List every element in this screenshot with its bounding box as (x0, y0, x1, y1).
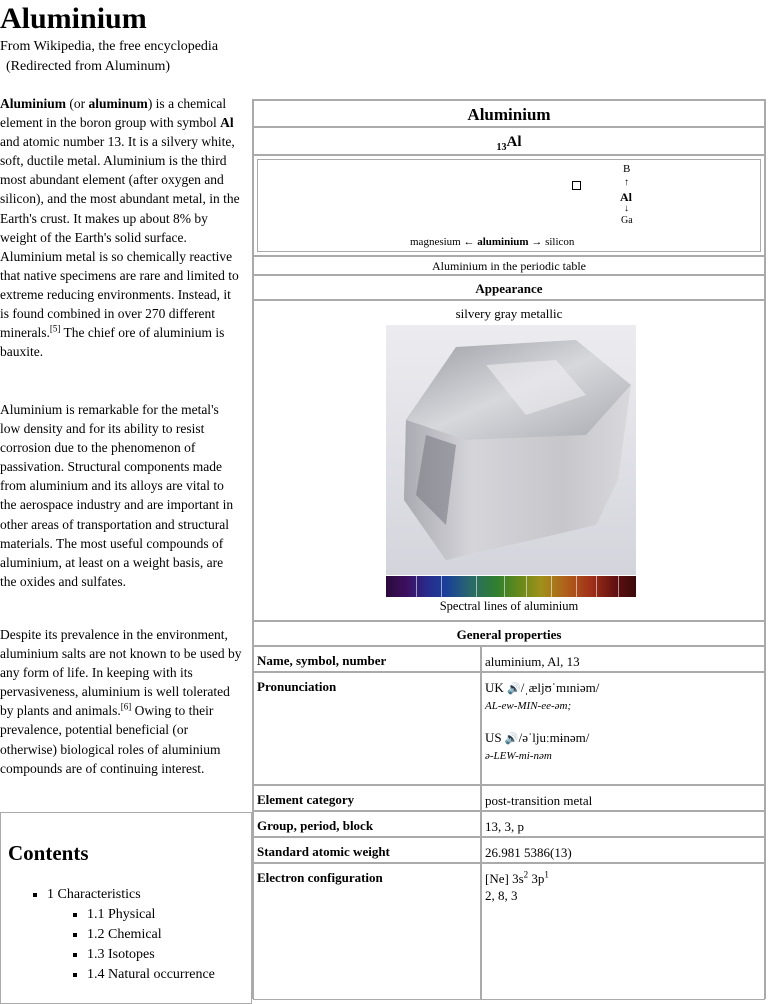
pron-uk-ipa: /ˌæljʊˈmɪniəm/ (520, 680, 600, 695)
page-title: Aluminium (0, 2, 147, 35)
table-of-contents (0, 812, 252, 1004)
pron-us-label: US (485, 730, 502, 745)
toc-item-isotopes[interactable]: 1.3 Isotopes (87, 947, 155, 962)
arrow-left-icon: ← (463, 236, 475, 248)
lead-bold-symbol: Al (220, 115, 234, 131)
redirect-open: (Redirected from (6, 59, 105, 74)
redirect-notice (6, 58, 170, 76)
reference-5[interactable]: [5] (49, 323, 61, 334)
econf-base: [Ne] 3s (485, 871, 524, 886)
econf-sup2: 1 (544, 869, 549, 880)
spectral-lines-bar (386, 576, 636, 597)
speaker-icon[interactable]: 🔊 (507, 683, 521, 695)
row-value: 13, 3, p (481, 811, 765, 837)
toc-item-chemical[interactable]: 1.2 Chemical (87, 927, 162, 942)
econf-mid: 3p (528, 871, 545, 886)
lead-text: Owing to their prevalence, potential beneficial (or otherwise) biological roles of aluminium compounds are of continuing interest. (0, 703, 221, 776)
arrow-right-icon: → (531, 236, 543, 248)
lead-text: ) is a chemical element in the boron group with symbol (0, 96, 227, 131)
pt-right-link[interactable]: silicon (545, 236, 575, 248)
infobox-title: Aluminium (253, 100, 765, 127)
pt-left-link[interactable]: magnesium (410, 236, 461, 248)
redirect-link[interactable]: Aluminum (104, 59, 166, 74)
periodic-table-caption: Aluminium in the periodic table (253, 256, 765, 275)
toc-item-physical[interactable]: 1.1 Physical (87, 907, 156, 922)
row-label: Element category (253, 785, 481, 811)
econf-shells: 2, 8, 3 (485, 888, 518, 903)
pron-us-ipa: /əˈljuːmɨnəm/ (518, 730, 590, 745)
pt-below: Ga (621, 215, 633, 226)
row-label: Electron configuration (253, 863, 481, 1000)
pron-uk-respell: AL-ew-MIN-ee-əm; (485, 700, 572, 712)
row-label: Standard atomic weight (253, 837, 481, 863)
lead-text: and atomic number 13. It is a silvery white, soft, ductile metal. Aluminium is the third most abundant element (after oxygen and silicon), and the most abundant metal, in the Earth's crust. It makes up about 8% by weight of the Earth's solid surface. Aluminium metal is so chemically reactive that native specimens are rare and limited to extreme reducing environments. Instead, it is found combined in over 270 different minerals. (0, 134, 240, 341)
row-value: aluminium, Al, 13 (481, 646, 765, 672)
reference-6[interactable]: [6] (120, 701, 132, 712)
site-tagline: From Wikipedia, the free encyclopedia (0, 39, 219, 54)
lead-bold-aluminum: aluminum (88, 96, 148, 111)
appearance-text: silvery gray metallic (455, 306, 563, 321)
pt-row (410, 236, 574, 248)
lead-text: The chief ore of aluminium is bauxite. (0, 325, 225, 360)
row-value: 26.981 5386(13) (481, 837, 765, 863)
lead-text: Despite its prevalence in the environment, aluminium salts are not known to be used by any form of life. In keeping with its pervasiveness, aluminium is well tolerated by plants and animals. (0, 627, 242, 719)
lead-text: Aluminium is remarkable for the metal's low density and for its ability to resist corrosion due to the phenomenon of passivation. Structural components made from aluminium and its alloys are vital to the aerospace industry and are important in other areas of transportation and structural materials. The most useful compounds of aluminium, at least on a weight basis, are the oxides and sulfates. (0, 402, 234, 589)
toc-title: Contents (8, 841, 89, 865)
pt-above: B (623, 163, 631, 175)
arrow-up-icon: ↑ (624, 177, 629, 188)
lead-paragraph-1 (0, 94, 242, 361)
row-label: Name, symbol, number (253, 646, 481, 672)
row-label: Group, period, block (253, 811, 481, 837)
aluminium-sample-photo (386, 325, 636, 575)
lead-paragraph-3 (0, 625, 242, 778)
general-properties-header: General properties (253, 621, 765, 646)
lead-text: (or (66, 96, 89, 111)
row-label: Pronunciation (253, 672, 481, 785)
econf-sup1: 2 (523, 869, 529, 880)
electron-configuration-value (481, 863, 765, 1000)
redirect-close: ) (165, 59, 171, 74)
periodic-table-cell-marker (572, 181, 581, 190)
speaker-icon[interactable]: 🔊 (504, 733, 519, 745)
arrow-down-icon: ↓ (624, 203, 629, 214)
periodic-table-context (253, 155, 765, 256)
atomic-number: 13 (496, 142, 507, 153)
toc-item-characteristics[interactable]: 1 Characteristics (47, 887, 141, 902)
lead-bold-aluminium: Aluminium (0, 96, 67, 111)
pronunciation-value (481, 672, 765, 785)
pt-center-word: aluminium (477, 236, 529, 248)
infobox-symbol (253, 127, 765, 155)
element-symbol: Al (506, 134, 522, 150)
spectrum-caption: Spectral lines of aluminium (439, 599, 579, 613)
row-value: post-transition metal (481, 785, 765, 811)
pron-uk-label: UK (485, 680, 504, 695)
lead-paragraph-2 (0, 400, 242, 591)
pt-center: Al (620, 190, 632, 204)
appearance-section (253, 300, 765, 621)
toc-item-natural-occurrence[interactable]: 1.4 Natural occurrence (87, 967, 215, 982)
appearance-header: Appearance (253, 275, 765, 300)
pron-us-respell: ə-LEW-mi-nəm (485, 750, 552, 762)
infobox (252, 99, 766, 999)
